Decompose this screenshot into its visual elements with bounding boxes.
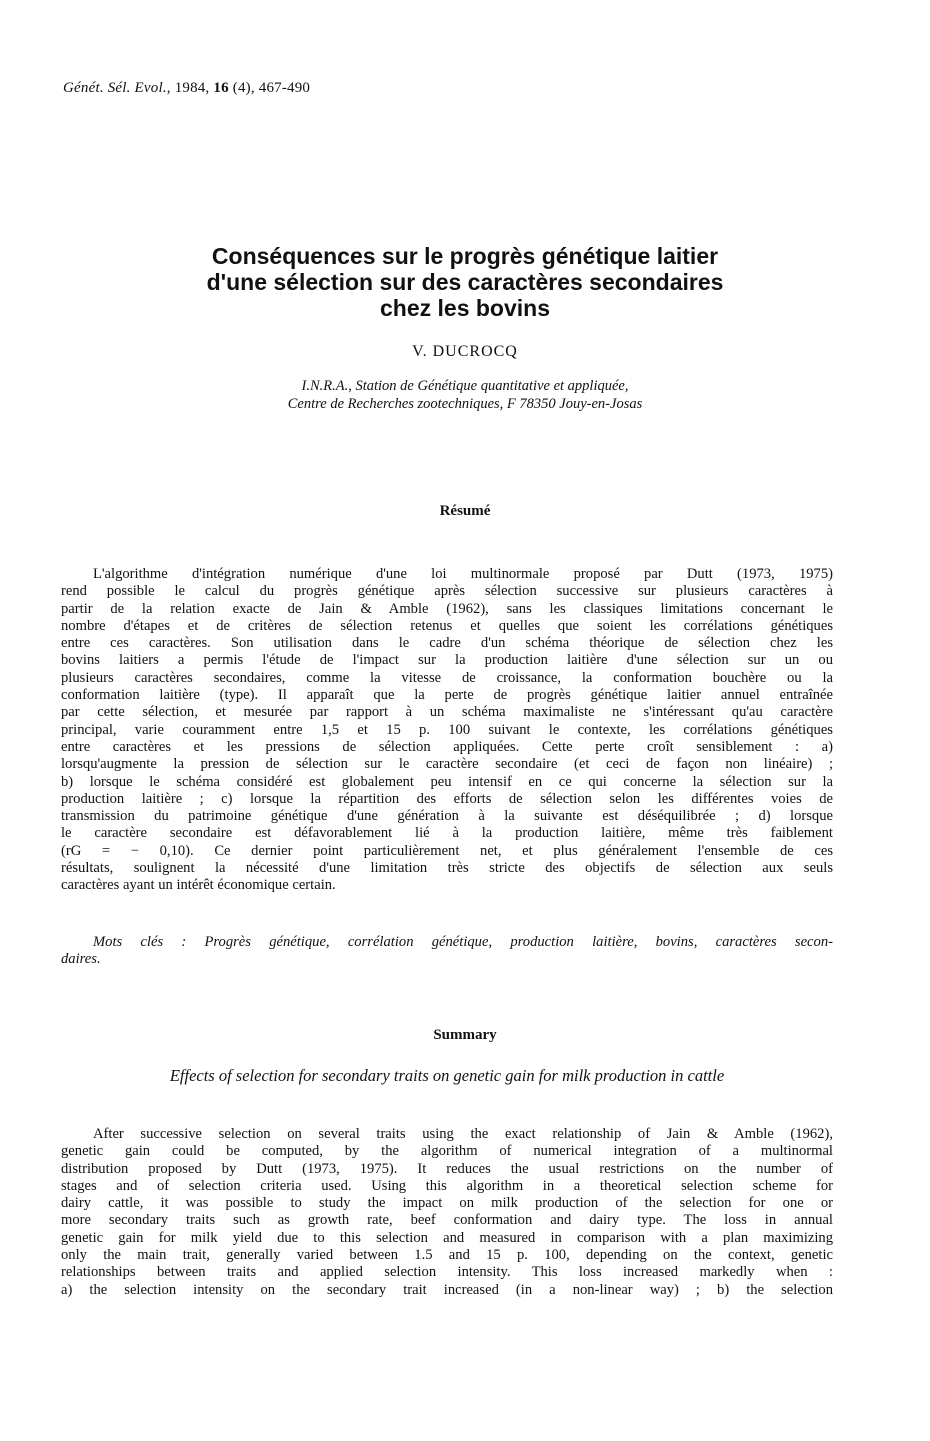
text-line: nombre d'étapes et de critères de sélection retenus et quelles que soient les corrélations génétiques (61, 617, 833, 634)
resume-heading: Résumé (439, 503, 491, 519)
text-line: stages and of selection criteria used. Using this algorithm in a theoretical selection scheme for (61, 1177, 833, 1194)
text-line: production laitière ; c) lorsque la répartition des efforts de sélection selon les différentes voies de (61, 790, 833, 807)
text-line: only the main trait, generally varied between 1.5 and 15 p. 100, depending on the context, genetic (61, 1247, 833, 1264)
journal-name: Génét. Sél. Evol., (63, 80, 171, 96)
journal-citation (63, 80, 310, 97)
text-line: caractères ayant un intérêt économique certain. (61, 877, 336, 894)
text-line: conformation laitière (type). Il apparaît que la perte de progrès génétique laitier annuel entraînée (61, 687, 833, 704)
title-line: chez les bovins (379, 295, 550, 321)
text-line: b) lorsque le schéma considéré est globalement peu intensif en ce qui concerne la sélection sur la (61, 773, 833, 790)
text-line: le caractère secondaire est défavorablement lié à la production laitière, même très faiblement (61, 825, 833, 842)
journal-volume: 16 (213, 80, 229, 96)
author-name: V. DUCROCQ (412, 343, 518, 360)
summary-heading: Summary (433, 1027, 497, 1043)
text-line: transmission du patrimoine génétique d'une génération à la suivante est déséquilibrée ; d) lorsque (61, 808, 833, 825)
text-line: After successive selection on several traits using the exact relationship of Jain & Amble (1962), (93, 1126, 833, 1142)
affiliation-line: I.N.R.A., Station de Génétique quantitative et appliquée, (301, 378, 629, 394)
affiliation-line: Centre de Recherches zootechniques, F 78350 Jouy-en-Josas (287, 396, 643, 412)
title-line: Conséquences sur le progrès génétique laitier (211, 243, 719, 269)
text-line: résultats, soulignent la nécessité d'une limitation très stricte des objectifs de sélection aux seuls (61, 860, 833, 877)
text-line: a) the selection intensity on the secondary trait increased (in a non-linear way) ; b) the selection (61, 1281, 833, 1298)
text-line: (rG = − 0,10). Ce dernier point particulièrement net, et plus généralement l'ensemble de ces (61, 842, 833, 859)
text-line: rend possible le calcul du progrès génétique après sélection successive sur plusieurs caractères à (61, 583, 833, 600)
summary-subtitle: Effects of selection for secondary traits on genetic gain for milk production in cattle (169, 1066, 725, 1085)
journal-issue-pages: (4), 467-490 (232, 80, 311, 96)
text-line: distribution proposed by Dutt (1973, 1975). It reduces the usual restrictions on the number of (61, 1160, 833, 1177)
text-line: principal, varie couramment entre 1,5 et 15 p. 100 suivant le contexte, les corrélations génétiques (61, 721, 833, 738)
keywords (61, 934, 833, 969)
text-line: Mots clés : Progrès génétique, corrélation génétique, production laitière, bovins, caractères secon- (93, 934, 833, 950)
text-line: lorsqu'augmente la pression de sélection sur le caractère secondaire (et ceci de façon non linéaire) ; (61, 756, 833, 773)
author-affiliation (100, 377, 830, 413)
text-line: dairy cattle, it was possible to study the impact on milk production of the selection for one or (61, 1195, 833, 1212)
text-line: daires. (61, 951, 101, 968)
text-line: bovins laitiers a permis l'étude de l'impact sur la production laitière d'une sélection sur un ou (61, 652, 833, 669)
text-line: partir de la relation exacte de Jain & Amble (1962), sans les classiques limitations concernant le (61, 600, 833, 617)
paper-title (100, 243, 830, 321)
text-line: entre ces caractères. Son utilisation dans le cadre d'un schéma théorique de sélection chez les (61, 635, 833, 652)
text-line: par cette sélection, et mesurée par rapport à un schéma maximaliste ne s'intéressant qu'au caractère (61, 704, 833, 721)
text-line: more secondary traits such as growth rate, beef conformation and dairy type. The loss in annual (61, 1212, 833, 1229)
text-line: entre caractères et les pressions de sélection appliquées. Cette perte croît sensiblement : a) (61, 738, 833, 755)
text-line: relationships between traits and applied selection intensity. This loss increased markedly when : (61, 1264, 833, 1281)
title-line: d'une sélection sur des caractères secondaires (206, 269, 724, 295)
text-line: genetic gain could be computed, by the algorithm of numerical integration of a multinormal (61, 1143, 833, 1160)
resume-paragraph (61, 566, 833, 895)
journal-year: 1984, (174, 80, 210, 96)
text-line: L'algorithme d'intégration numérique d'une loi multinormale proposé par Dutt (1973, 1975) (93, 566, 833, 582)
summary-paragraph (61, 1126, 833, 1299)
text-line: genetic gain for milk yield due to this selection and measured in comparison with a plan maximizing (61, 1229, 833, 1246)
text-line: plusieurs caractères secondaires, comme la vitesse de croissance, la conformation bouchère ou la (61, 669, 833, 686)
